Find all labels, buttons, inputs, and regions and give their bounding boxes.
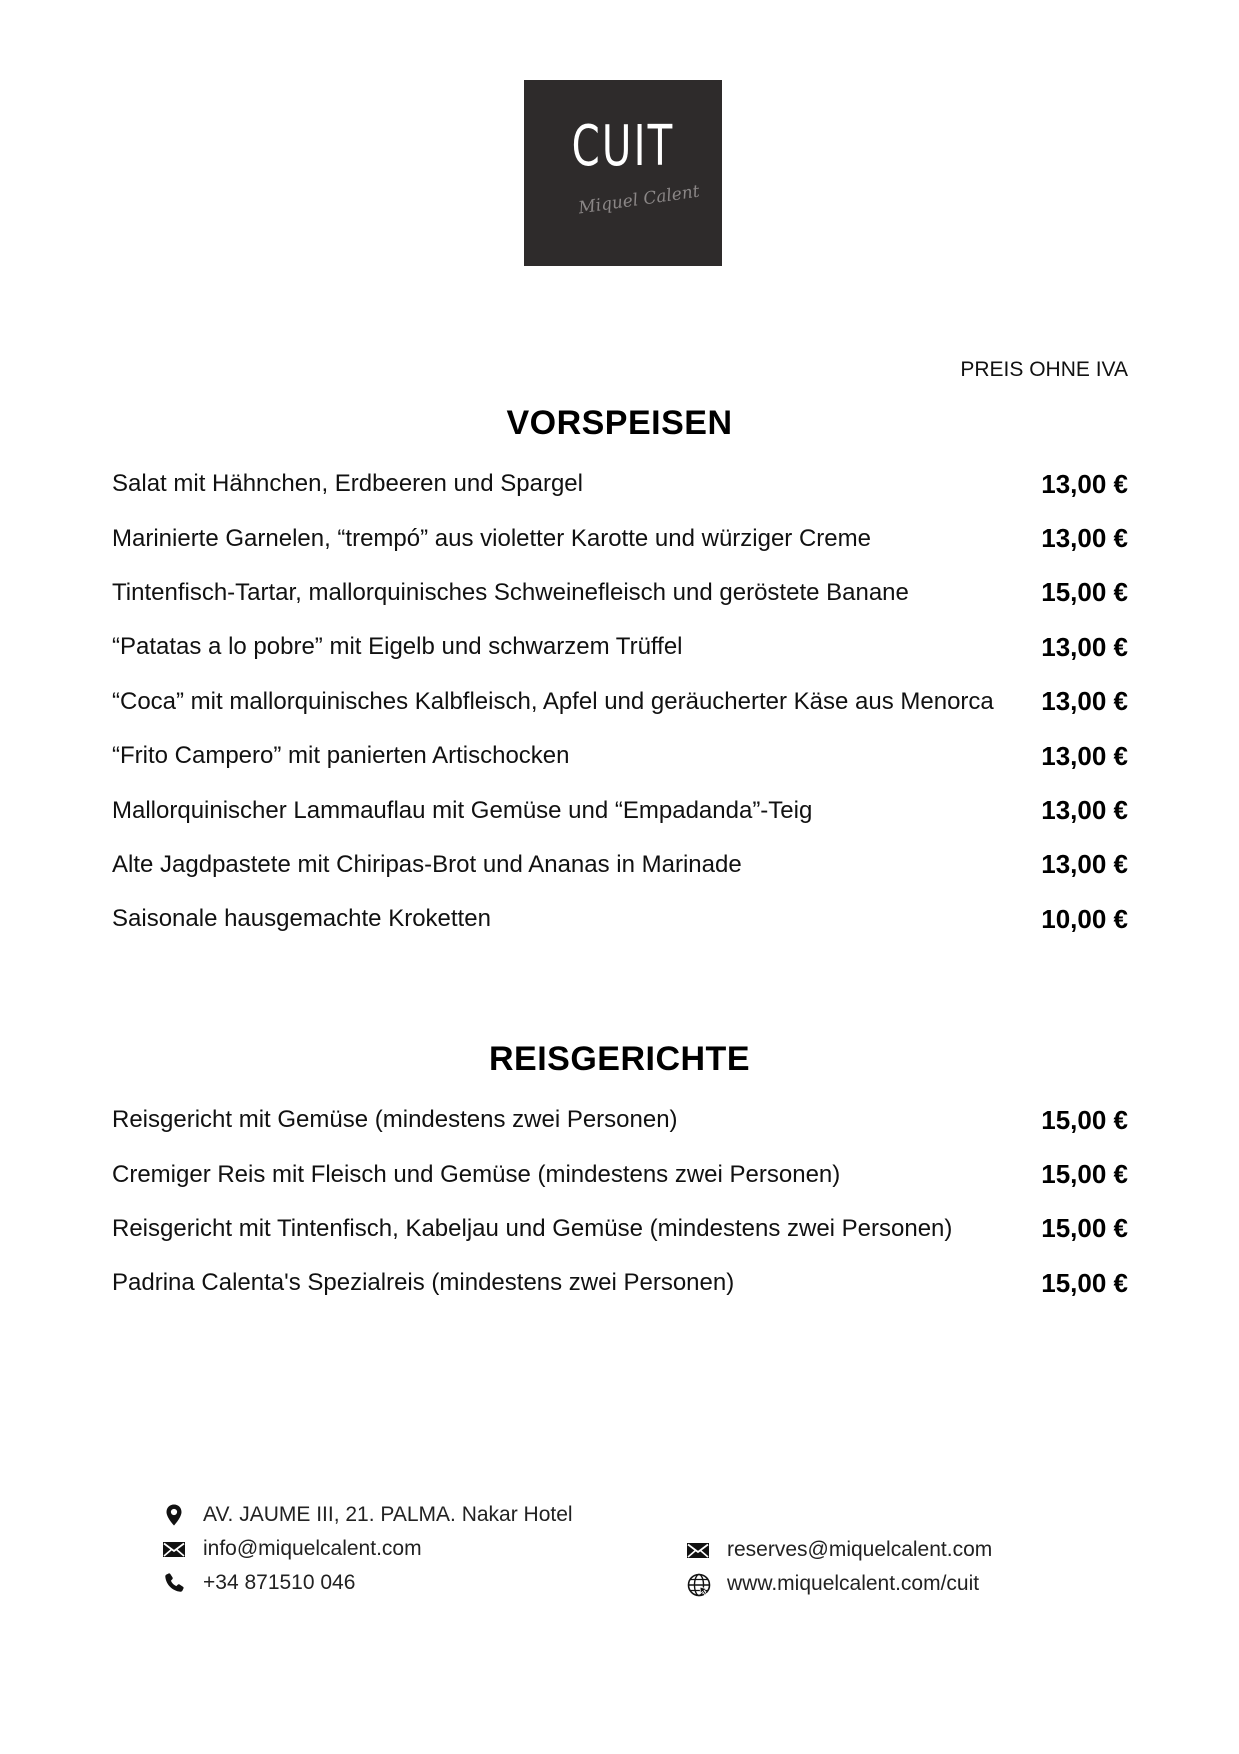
item-price: 15,00 € [1041, 1104, 1128, 1135]
reservations-email-link[interactable]: reserves@miquelcalent.com [727, 1538, 993, 1561]
restaurant-logo [524, 80, 722, 266]
menu-list-reisgerichte [112, 1093, 1128, 1311]
contact-phone[interactable] [162, 1571, 355, 1595]
contact-address [162, 1503, 573, 1527]
item-name: “Coca” mit mallorquinisches Kalbfleisch, Apfel und geräucherter Käse aus Menorca [112, 687, 994, 715]
contact-reservations[interactable] [686, 1538, 992, 1562]
item-name: Reisgericht mit Tintenfisch, Kabeljau und Gemüse (mindestens zwei Personen) [112, 1214, 953, 1242]
globe-icon [686, 1572, 710, 1596]
item-price: 10,00 € [1041, 903, 1128, 934]
menu-item [112, 620, 1128, 674]
item-name: Mallorquinischer Lammauflau mit Gemüse und “Empadanda”-Teig [112, 796, 813, 824]
item-price: 13,00 € [1041, 631, 1128, 662]
menu-item [112, 1147, 1128, 1201]
address-text: AV. JAUME III, 21. PALMA. Nakar Hotel [203, 1503, 573, 1526]
envelope-icon [686, 1538, 710, 1562]
logo-signature: Miquel Calent [577, 181, 701, 219]
menu-item [112, 838, 1128, 892]
menu-item [112, 566, 1128, 620]
menu-item [112, 783, 1128, 837]
envelope-icon [162, 1537, 186, 1561]
menu-item [112, 1202, 1128, 1256]
item-name: Padrina Calenta's Spezialreis (mindestens zwei Personen) [112, 1269, 735, 1297]
email-link[interactable]: info@miquelcalent.com [203, 1537, 422, 1560]
item-price: 15,00 € [1041, 577, 1128, 608]
item-price: 13,00 € [1041, 468, 1128, 499]
item-price: 15,00 € [1041, 1213, 1128, 1244]
item-name: Alte Jagdpastete mit Chiripas-Brot und Ananas in Marinade [112, 850, 742, 878]
item-price: 13,00 € [1041, 849, 1128, 880]
item-name: “Patatas a lo pobre” mit Eigelb und schwarzem Trüffel [112, 633, 683, 661]
menu-item [112, 675, 1128, 729]
contact-email[interactable] [162, 1537, 422, 1561]
item-price: 15,00 € [1041, 1159, 1128, 1190]
item-price: 13,00 € [1041, 740, 1128, 771]
item-price: 13,00 € [1041, 795, 1128, 826]
item-name: “Frito Campero” mit panierten Artischocken [112, 742, 570, 770]
phone-text[interactable]: +34 871510 046 [203, 1571, 356, 1594]
item-price: 13,00 € [1041, 523, 1128, 554]
item-name: Saisonale hausgemachte Kroketten [112, 905, 491, 933]
website-link[interactable]: www.miquelcalent.com/cuit [727, 1572, 980, 1595]
menu-list-vorspeisen [112, 457, 1128, 947]
menu-item [112, 892, 1128, 946]
contact-website[interactable] [686, 1572, 979, 1596]
logo-name: CUIT [571, 114, 675, 179]
price-note: PREIS OHNE IVA [960, 358, 1128, 381]
item-name: Marinierte Garnelen, “trempó” aus violetter Karotte und würziger Creme [112, 524, 871, 552]
location-pin-icon [162, 1503, 186, 1527]
menu-item [112, 511, 1128, 565]
phone-icon [162, 1571, 186, 1595]
section-title-vorspeisen: VORSPEISEN [506, 404, 733, 442]
item-name: Tintenfisch-Tartar, mallorquinisches Schweinefleisch und geröstete Banane [112, 578, 909, 606]
item-name: Salat mit Hähnchen, Erdbeeren und Spargel [112, 470, 583, 498]
menu-item [112, 1256, 1128, 1310]
menu-item [112, 457, 1128, 511]
item-price: 15,00 € [1041, 1267, 1128, 1298]
item-name: Cremiger Reis mit Fleisch und Gemüse (mindestens zwei Personen) [112, 1160, 841, 1188]
menu-item [112, 1093, 1128, 1147]
item-price: 13,00 € [1041, 686, 1128, 717]
item-name: Reisgericht mit Gemüse (mindestens zwei Personen) [112, 1106, 678, 1134]
menu-item [112, 729, 1128, 783]
section-title-reisgerichte: REISGERICHTE [488, 1040, 751, 1078]
